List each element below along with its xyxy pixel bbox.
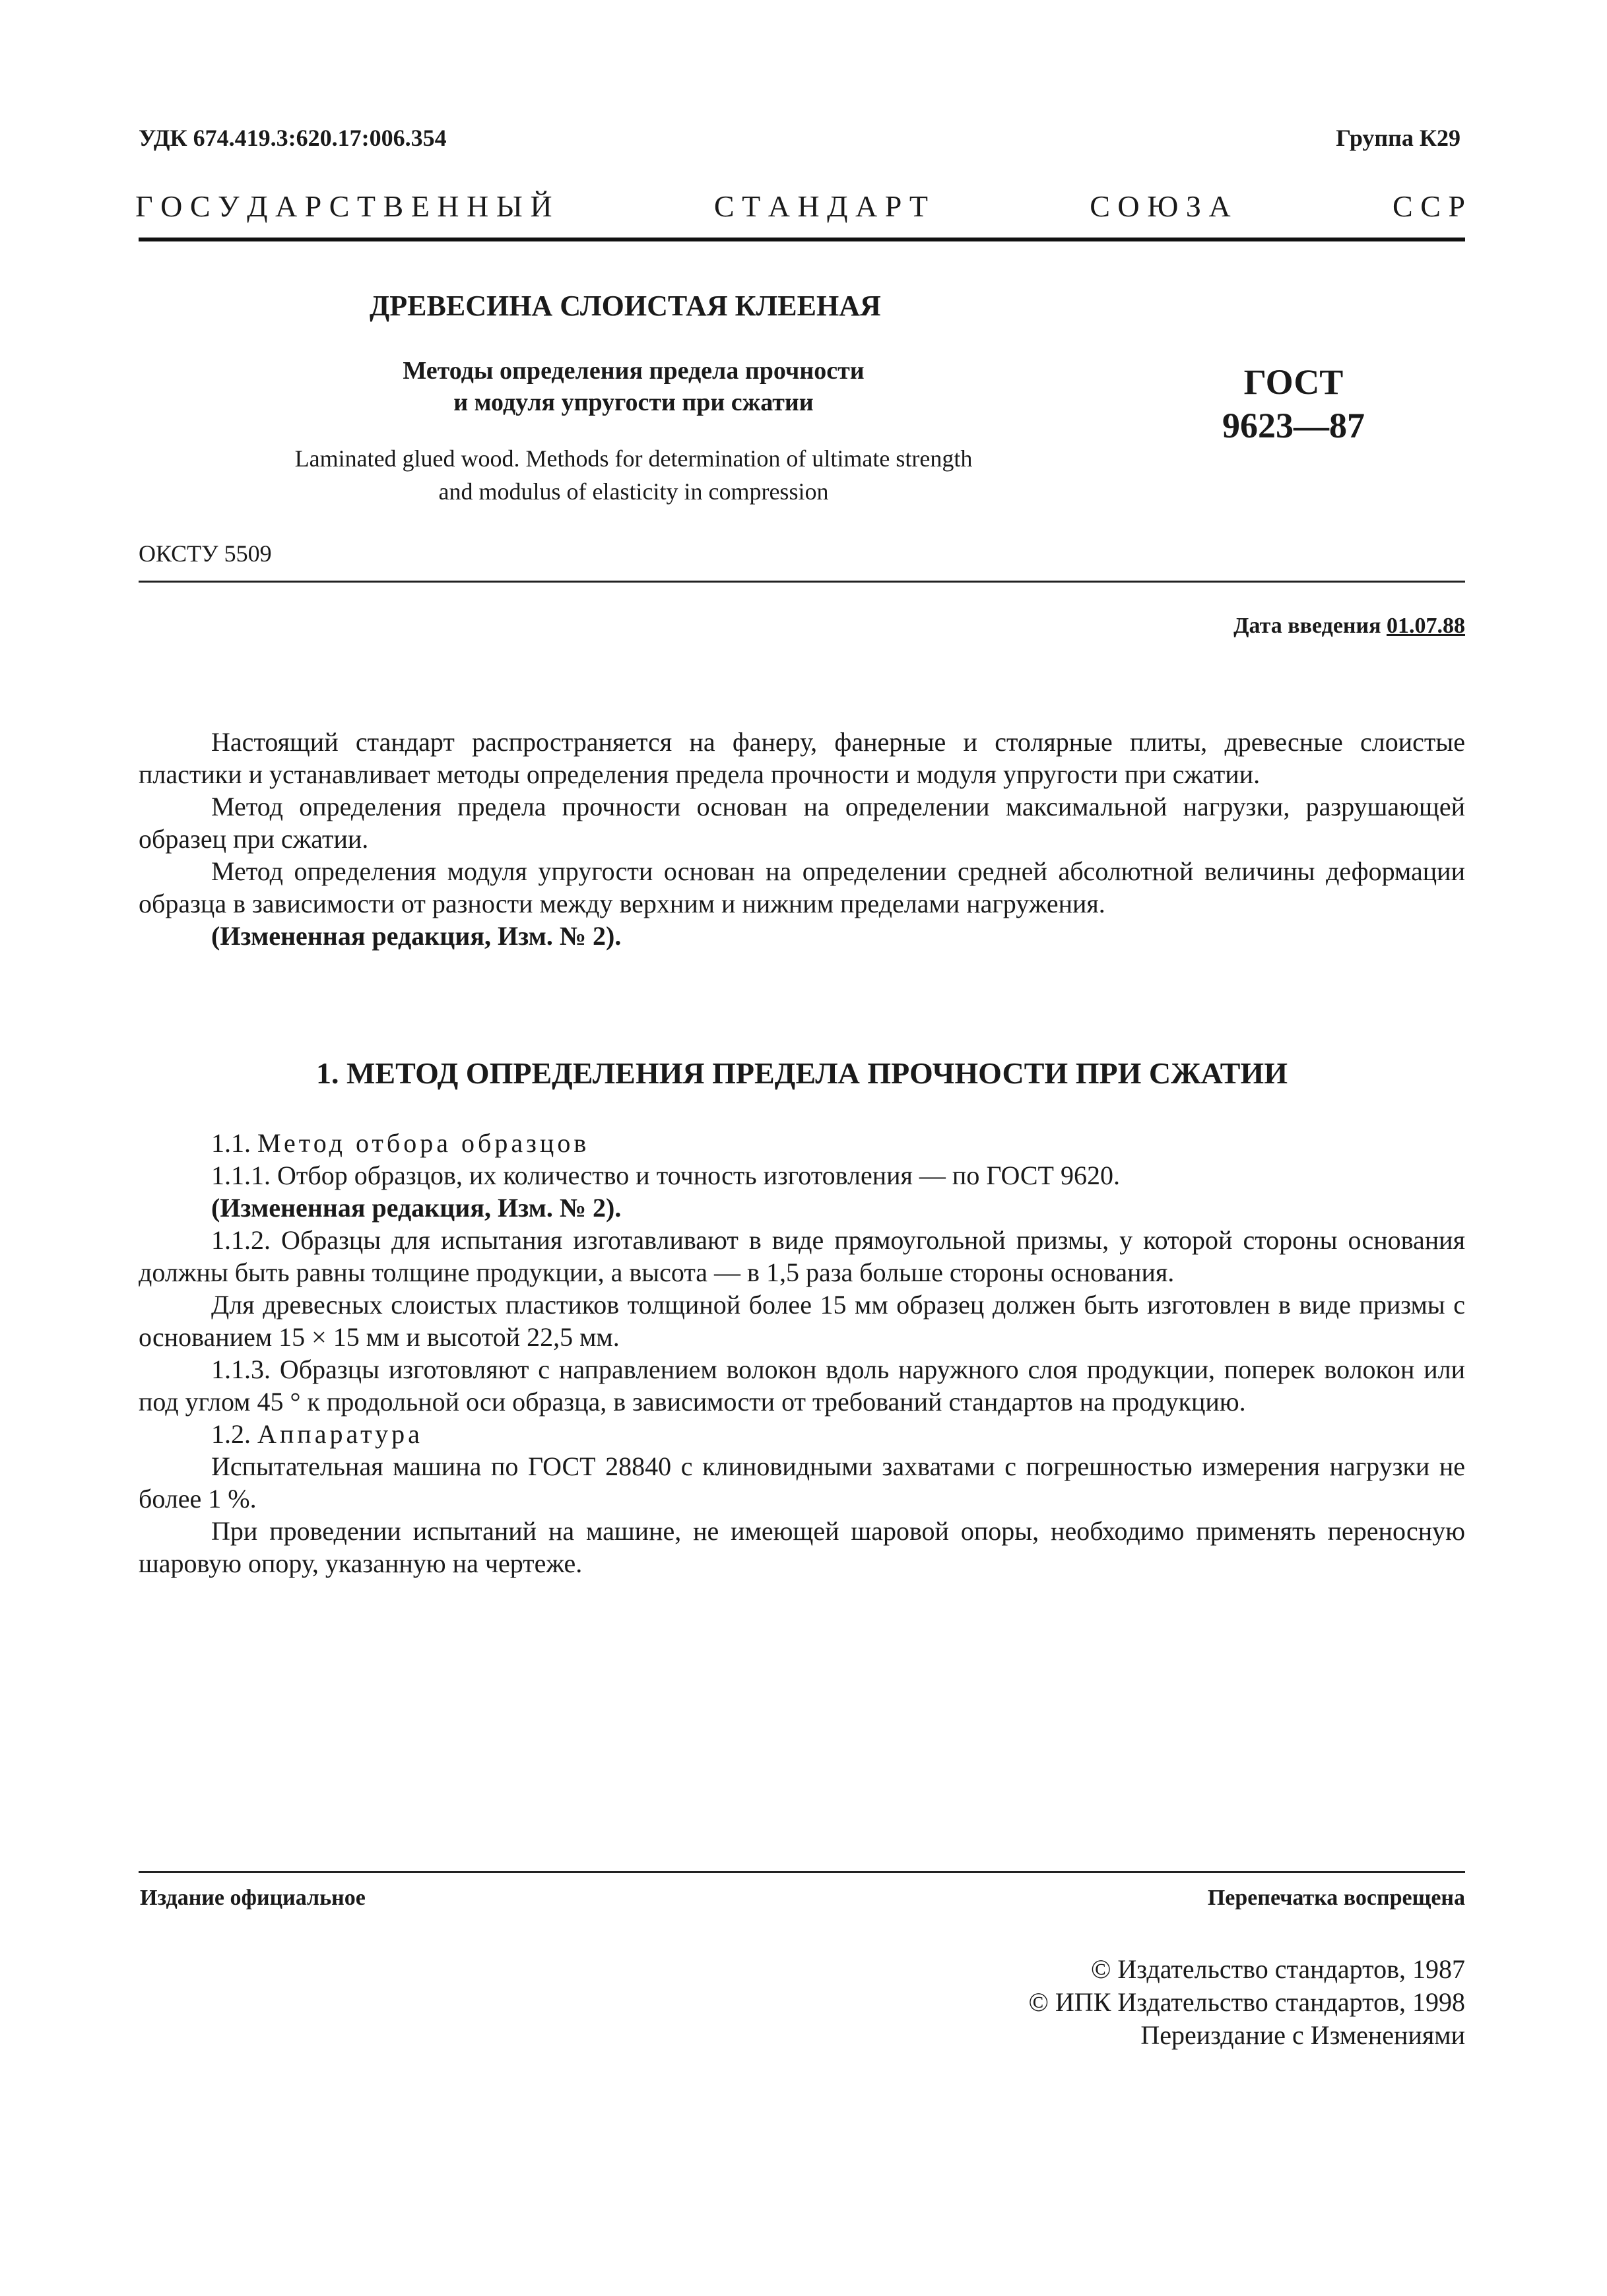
subsection-number: 1.2. [211, 1419, 251, 1449]
clause-1-1-2-continued: Для древесных слоистых пластиков толщиной более 15 мм образец должен быть изготовлен в виде призмы с основанием 15 × 15 мм и высотой 22,5 мм. [139, 1290, 1465, 1352]
clause-1-1-3: 1.1.3. Образцы изготовляют с направлением волокон вдоль наружного слоя продукции, поперек волокон или под углом 45 ° к продольной оси образца, в зависимости от требований стандартов на продукцию. [139, 1355, 1465, 1417]
state-standard-banner [135, 189, 1465, 224]
section-1-text [139, 1127, 1465, 1579]
udk-code: УДК 674.419.3:620.17:006.354 [139, 125, 447, 151]
intro-paragraph: Метод определения предела прочности основан на определении максимальной нагрузки, разрушающей образец при сжатии. [139, 792, 1465, 854]
gost-label: ГОСТ [1243, 362, 1344, 402]
footer-divider [139, 1871, 1465, 1873]
english-title-line-1: Laminated glued wood. Methods for determination of ultimate strength [294, 445, 973, 472]
intro-paragraph: Настоящий стандарт распространяется на фанеру, фанерные и столярные плиты, древесные слоистые пластики и устанавливает методы определения предела прочности и модуля упругости при сжатии. [139, 727, 1465, 789]
subsection-1-2-heading [139, 1418, 1465, 1450]
reissue-note: Переиздание с Изменениями [1140, 2020, 1465, 2050]
gost-designation [1201, 360, 1386, 447]
intro-paragraph: Метод определения модуля упругости основан на определении средней абсолютной величины деформации образца в зависимости от разности между верхним и нижним пределами нагружения. [139, 856, 1465, 918]
document-subtitle [343, 355, 924, 418]
header-divider [139, 238, 1465, 241]
amendment-note: (Измененная редакция, Изм. № 2). [211, 921, 622, 951]
subsection-number: 1.1. [211, 1128, 251, 1158]
subtitle-line-2: и модуля упругости при сжатии [453, 389, 814, 416]
copyright-line-2: © ИПК Издательство стандартов, 1998 [1028, 1987, 1465, 2017]
copyright-block [1029, 1953, 1465, 2052]
gost-number: 9623—87 [1222, 406, 1365, 445]
clause-1-2-apparatus: Испытательная машина по ГОСТ 28840 с клиновидными захватами с погрешностью измерения нагрузки не более 1 %. [139, 1451, 1465, 1514]
english-title [198, 442, 1069, 508]
subtitle-line-1: Методы определения предела прочности [403, 357, 865, 385]
banner-word-1: Г О С У Д А Р С Т В Е Н Н Ы Й [135, 189, 552, 223]
official-edition-label: Издание официальное [140, 1886, 366, 1910]
subsection-title: Аппаратура [257, 1419, 423, 1449]
banner-word-4: С С Р [1393, 189, 1465, 223]
amendment-note: (Измененная редакция, Изм. № 2). [211, 1193, 622, 1223]
subsection-title: Метод отбора образцов [257, 1128, 590, 1158]
subsection-1-1-heading [139, 1127, 1465, 1159]
introduction-date-value: 01.07.88 [1387, 614, 1465, 638]
copyright-line-1: © Издательство стандартов, 1987 [1090, 1954, 1465, 1984]
english-title-line-2: and modulus of elasticity in compression [438, 478, 829, 505]
clause-1-1-2: 1.1.2. Образцы для испытания изготавливают в виде прямоугольной призмы, у которой стороны основания должны быть равны толщине продукции, а высота — в 1,5 раза больше стороны основания. [139, 1225, 1465, 1287]
introduction-date-label: Дата введения [1233, 614, 1381, 638]
banner-word-3: С О Ю З А [1090, 189, 1231, 223]
document-title: ДРЕВЕСИНА СЛОИСТАЯ КЛЕЕНАЯ [370, 290, 881, 322]
clause-1-1-1: 1.1.1. Отбор образцов, их количество и точность изготовления — по ГОСТ 9620. [211, 1161, 1120, 1190]
section-1-heading: 1. МЕТОД ОПРЕДЕЛЕНИЯ ПРЕДЕЛА ПРОЧНОСТИ ПРИ СЖАТИИ [316, 1056, 1288, 1090]
banner-word-2: С Т А Н Д А Р Т [713, 189, 928, 223]
reprint-prohibited-label: Перепечатка воспрещена [1207, 1886, 1465, 1910]
clause-1-2-ball-support: При проведении испытаний на машине, не имеющей шаровой опоры, необходимо применять переносную шаровую опору, указанную на чертеже. [139, 1516, 1465, 1578]
title-divider [139, 581, 1465, 583]
group-code: Группа К29 [1336, 125, 1460, 151]
introduction-date [1233, 614, 1465, 639]
introduction-text [139, 726, 1465, 952]
okstu-code: ОКСТУ 5509 [139, 540, 272, 567]
